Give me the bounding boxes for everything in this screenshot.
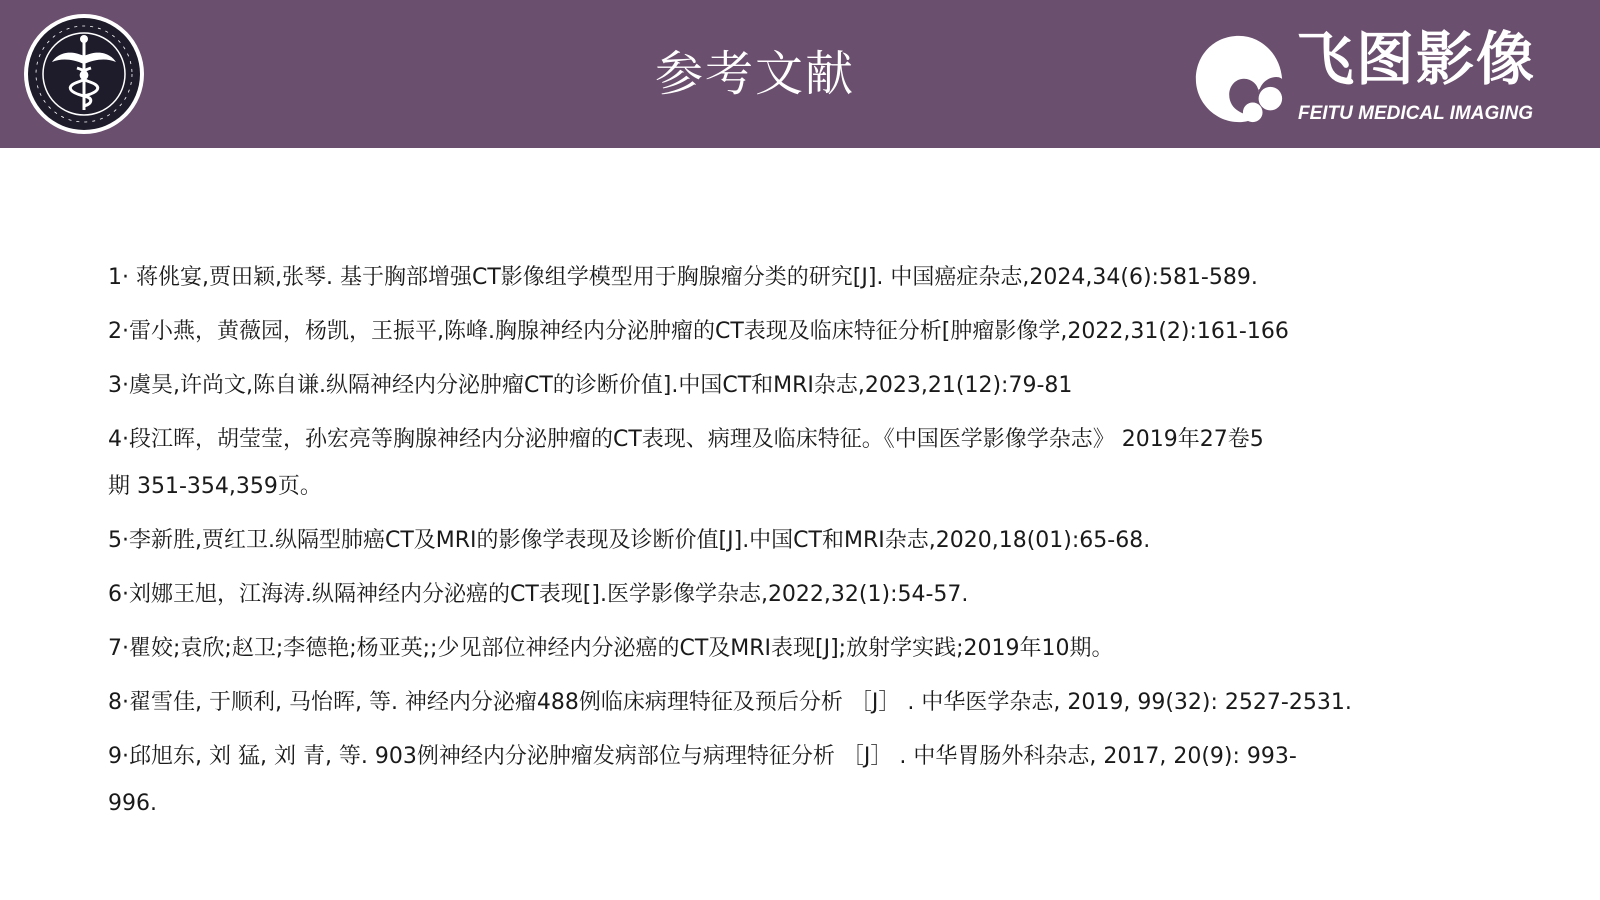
page-title: 参考文献 [654, 46, 855, 102]
reference-list [108, 254, 1498, 834]
reference-item-4-line-2: 期 351-354,359页。 [108, 474, 322, 499]
reference-item-3: 3·虞昊,许尚文,陈自谦.纵隔神经内分泌肿瘤CT的诊断价值].中国CT和MRI杂志,2023,21(12):79-81 [108, 373, 1073, 398]
reference-item-4 [108, 416, 1498, 510]
reference-item-9-line-2: 996. [108, 791, 157, 816]
reference-item-2: 2·雷小燕，黄薇园，杨凯，王振平,陈峰.胸腺神经内分泌肿瘤的CT表现及临床特征分析[肿瘤影像学,2022,31(2):161-166 [108, 319, 1289, 344]
cloud-swirl-logo-icon [1190, 30, 1288, 128]
reference-item-1: 1· 蒋佻宴,贾田颖,张琴. 基于胸部增强CT影像组学模型用于胸腺瘤分类的研究[J]. 中国癌症杂志,2024,34(6):581-589. [108, 265, 1258, 290]
brand-name: 飞图影像 [1296, 25, 1537, 93]
reference-item-7: 7·瞿姣;袁欣;赵卫;李德艳;杨亚英;;少见部位神经内分泌癌的CT及MRI表现[J];放射学实践;2019年10期。 [108, 636, 1114, 661]
reference-item-8: 8·翟雪佳, 于顺利, 马怡晖, 等. 神经内分泌瘤488例临床病理特征及预后分析 ［J］ . 中华医学杂志, 2019, 99(32): 2527-2531. [108, 690, 1352, 715]
reference-item-5: 5·李新胜,贾红卫.纵隔型肺癌CT及MRI的影像学表现及诊断价值[J].中国CT和MRI杂志,2020,18(01):65-68. [108, 528, 1151, 553]
brand-subtitle: FEITU MEDICAL IMAGING [1298, 103, 1534, 124]
reference-item-4-line-1: 4·段江晖，胡莹莹，孙宏亮等胸腺神经内分泌肿瘤的CT表现、病理及临床特征。《中国医学影像学杂志》 2019年27卷5 [108, 427, 1264, 452]
reference-item-9 [108, 733, 1498, 827]
reference-item-6: 6·刘娜王旭，江海涛.纵隔神经内分泌癌的CT表现[].医学影像学杂志,2022,32(1):54-57. [108, 582, 969, 607]
brand [1190, 22, 1570, 132]
reference-item-9-line-1: 9·邱旭东, 刘 猛, 刘 青, 等. 903例神经内分泌肿瘤发病部位与病理特征分析 ［J］ . 中华胃肠外科杂志, 2017, 20(9): 993- [108, 744, 1297, 769]
header-bar [0, 0, 1600, 148]
